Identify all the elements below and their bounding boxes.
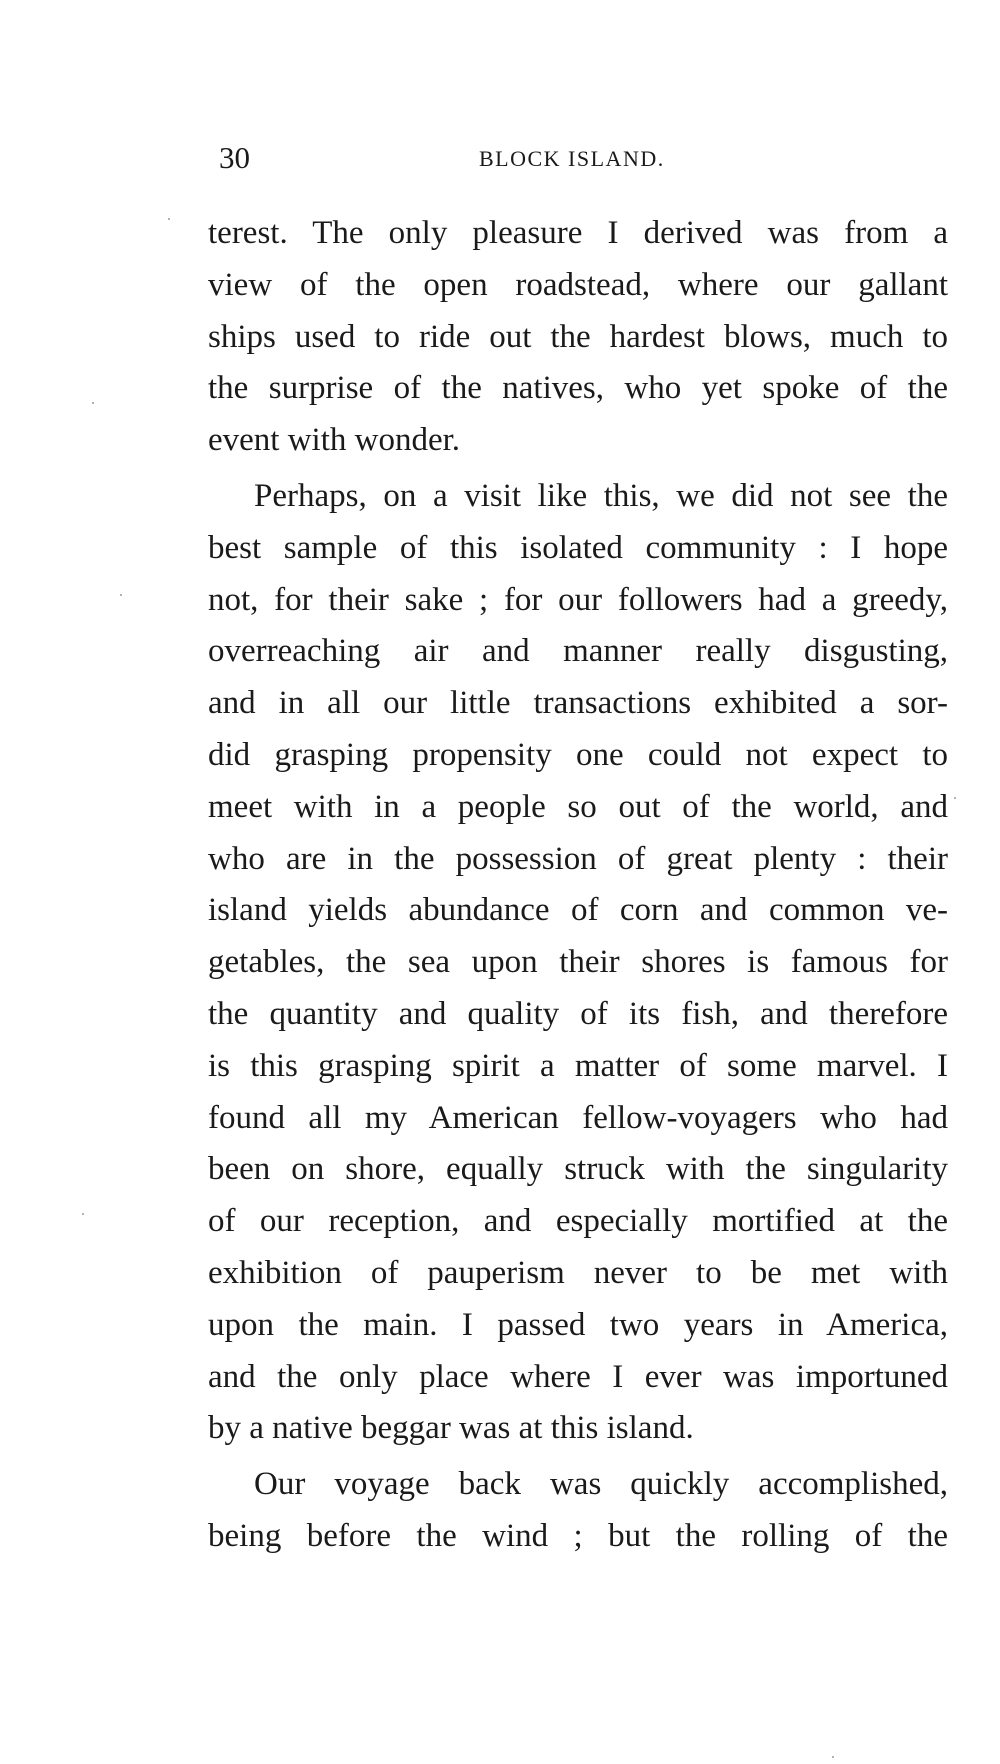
text-line: and in all our little transactions exhibited a sor- — [208, 685, 948, 722]
paragraph-2 — [208, 471, 948, 1455]
text-line: found all my American fellow-voyagers who had — [208, 1099, 948, 1136]
text-line: Perhaps, on a visit like this, we did not see the — [254, 477, 948, 514]
paragraph-3 — [208, 1459, 948, 1563]
text-line: terest. The only pleasure I derived was from a — [208, 215, 948, 251]
text-line: by a native beggar was at this island. — [208, 1410, 694, 1447]
text-line: island yields abundance of corn and common ve- — [208, 892, 948, 929]
text-line: ships used to ride out the hardest blows, much to — [208, 318, 948, 355]
paper-speck — [120, 594, 122, 596]
paper-speck — [954, 797, 956, 799]
paper-speck — [832, 1756, 834, 1758]
text-line: not, for their sake ; for our followers had a greedy, — [208, 581, 948, 618]
running-head — [219, 138, 941, 178]
text-line: overreaching air and manner really disgusting, — [208, 633, 948, 670]
text-line: view of the open roadstead, where our gallant — [208, 266, 948, 303]
paragraph-1 — [208, 208, 948, 467]
text-line: been on shore, equally struck with the singularity — [208, 1151, 948, 1188]
page-number: 30 — [219, 140, 250, 175]
text-line: who are in the possession of great plenty : their — [208, 840, 948, 877]
text-line: did grasping propensity one could not expect to — [208, 736, 948, 773]
running-title: BLOCK ISLAND. — [479, 146, 665, 171]
paper-speck — [168, 218, 170, 220]
body-text — [208, 208, 948, 1567]
text-line: exhibition of pauperism never to be met with — [208, 1254, 948, 1291]
text-line: getables, the sea upon their shores is famous for — [208, 944, 948, 981]
text-line: meet with in a people so out of the world, and — [208, 788, 948, 825]
text-line: and the only place where I ever was importuned — [208, 1358, 948, 1395]
text-line: the surprise of the natives, who yet spoke of the — [208, 370, 948, 407]
text-line: event with wonder. — [208, 422, 461, 459]
text-line: is this grasping spirit a matter of some marvel. I — [208, 1047, 948, 1084]
text-line: best sample of this isolated community : I hope — [208, 529, 948, 566]
text-line: Our voyage back was quickly accomplished, — [254, 1466, 948, 1503]
text-line: of our reception, and especially mortified at the — [208, 1203, 948, 1240]
text-line: the quantity and quality of its fish, and therefore — [208, 995, 948, 1032]
paper-speck — [92, 402, 94, 404]
text-line: being before the wind ; but the rolling of the — [208, 1517, 948, 1554]
paper-speck — [82, 1213, 84, 1215]
text-line: upon the main. I passed two years in America, — [208, 1306, 948, 1343]
